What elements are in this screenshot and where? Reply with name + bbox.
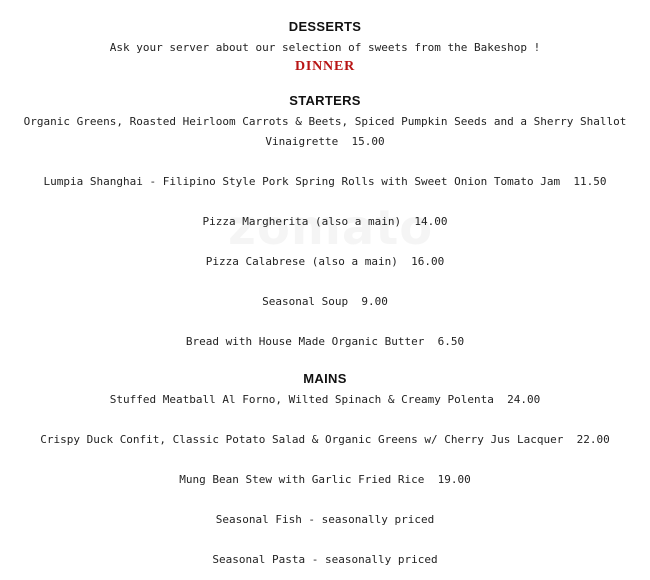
desserts-note: Ask your server about our selection of sweets from the Bakeshop ! xyxy=(109,41,541,54)
main-item-pasta: Seasonal Pasta - seasonally priced xyxy=(212,553,438,566)
main-item-meatball: Stuffed Meatball Al Forno, Wilted Spinach & Creamy Polenta 24.00 xyxy=(109,393,541,406)
main-item-fish: Seasonal Fish - seasonally priced xyxy=(215,513,435,526)
main-item-mung-bean: Mung Bean Stew with Garlic Fried Rice 19.00 xyxy=(179,473,471,486)
starter-item-greens-line1: Organic Greens, Roasted Heirloom Carrots & Beets, Spiced Pumpkin Seeds and a Sherry Shallot xyxy=(23,115,627,128)
starters-heading: STARTERS xyxy=(289,93,361,108)
main-item-duck: Crispy Duck Confit, Classic Potato Salad & Organic Greens w/ Cherry Jus Lacquer 22.00 xyxy=(40,433,610,446)
starter-item-calabrese: Pizza Calabrese (also a main) 16.00 xyxy=(205,255,445,268)
mains-heading: MAINS xyxy=(303,371,347,386)
starter-item-bread: Bread with House Made Organic Butter 6.50 xyxy=(185,335,465,348)
starter-item-greens-line2: Vinaigrette 15.00 xyxy=(265,135,385,148)
zomato-watermark xyxy=(228,200,433,256)
dinner-heading: DINNER xyxy=(294,59,356,74)
starter-item-margherita: Pizza Margherita (also a main) 14.00 xyxy=(202,215,448,228)
starter-item-soup: Seasonal Soup 9.00 xyxy=(262,295,388,308)
desserts-heading: DESSERTS xyxy=(288,19,362,34)
starter-item-lumpia: Lumpia Shanghai - Filipino Style Pork Spring Rolls with Sweet Onion Tomato Jam 11.50 xyxy=(43,175,607,188)
